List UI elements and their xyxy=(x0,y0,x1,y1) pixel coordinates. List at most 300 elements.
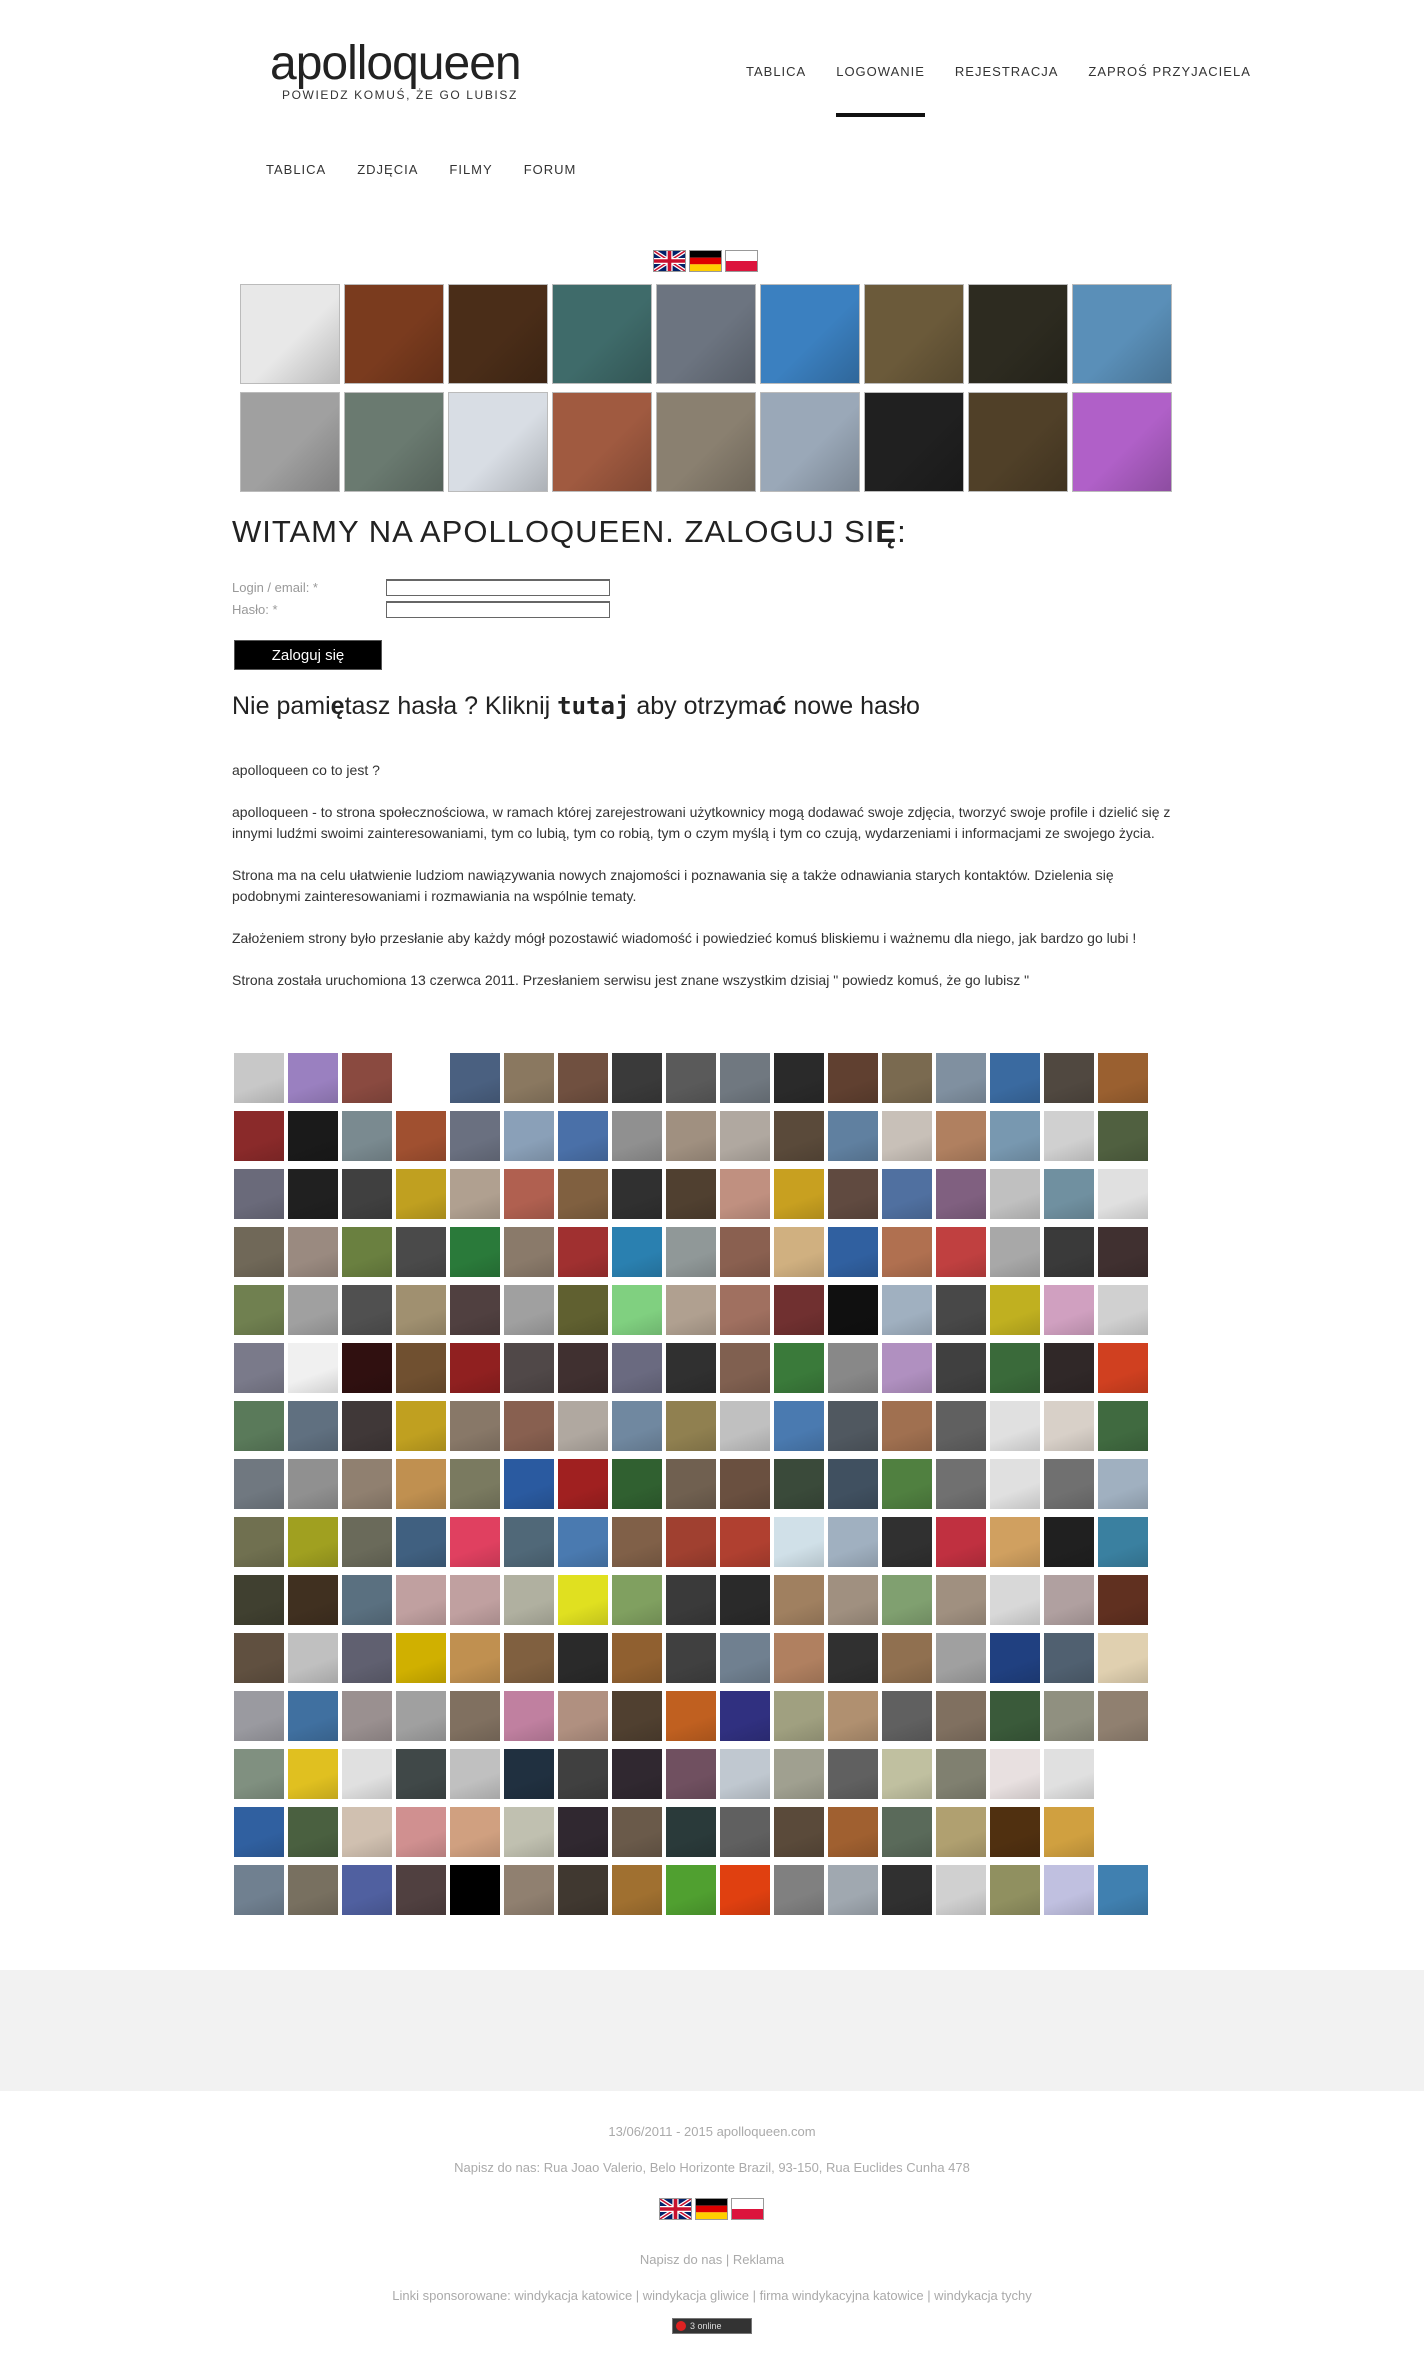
member-avatar[interactable] xyxy=(342,1633,392,1683)
member-avatar[interactable] xyxy=(612,1401,662,1451)
member-avatar[interactable] xyxy=(720,1169,770,1219)
member-avatar[interactable] xyxy=(720,1285,770,1335)
member-avatar[interactable] xyxy=(504,1053,554,1103)
member-avatar[interactable] xyxy=(1044,1285,1094,1335)
member-avatar[interactable] xyxy=(1098,1285,1148,1335)
member-avatar[interactable] xyxy=(612,1691,662,1741)
member-avatar[interactable] xyxy=(450,1053,500,1103)
member-avatar[interactable] xyxy=(936,1575,986,1625)
member-avatar[interactable] xyxy=(450,1169,500,1219)
about-paragraph-4: Strona została uruchomiona 13 czerwca 2011. Przesłaniem serwisu jest znane wszystkim dzisiaj " powiedz komuś, że go lubisz " xyxy=(232,972,1030,988)
member-avatar[interactable] xyxy=(450,1401,500,1451)
member-avatar[interactable] xyxy=(1044,1111,1094,1161)
member-avatar[interactable] xyxy=(504,1111,554,1161)
member-avatar[interactable] xyxy=(720,1227,770,1277)
featured-photo-thumbnail[interactable] xyxy=(968,392,1068,492)
member-avatar[interactable] xyxy=(666,1401,716,1451)
password-label: Hasło: * xyxy=(232,602,278,617)
member-avatar[interactable] xyxy=(882,1575,932,1625)
uk-flag-icon[interactable] xyxy=(659,2198,692,2220)
member-avatar[interactable] xyxy=(990,1633,1040,1683)
member-avatar[interactable] xyxy=(990,1517,1040,1567)
member-avatar[interactable] xyxy=(882,1865,932,1915)
featured-photo-thumbnail[interactable] xyxy=(760,392,860,492)
featured-photo-thumbnail[interactable] xyxy=(448,284,548,384)
member-avatar[interactable] xyxy=(990,1285,1040,1335)
member-avatar[interactable] xyxy=(396,1111,446,1161)
member-avatar[interactable] xyxy=(558,1227,608,1277)
member-avatar[interactable] xyxy=(936,1633,986,1683)
member-avatar[interactable] xyxy=(936,1053,986,1103)
member-avatar[interactable] xyxy=(558,1517,608,1567)
member-avatar[interactable] xyxy=(234,1111,284,1161)
member-avatar[interactable] xyxy=(288,1459,338,1509)
member-avatar[interactable] xyxy=(504,1227,554,1277)
member-avatar[interactable] xyxy=(666,1633,716,1683)
welcome-colon: : xyxy=(897,514,907,549)
member-avatar[interactable] xyxy=(396,1169,446,1219)
member-avatar[interactable] xyxy=(720,1343,770,1393)
member-avatar[interactable] xyxy=(342,1865,392,1915)
member-avatar[interactable] xyxy=(990,1169,1040,1219)
member-avatar[interactable] xyxy=(1044,1865,1094,1915)
member-avatar[interactable] xyxy=(288,1575,338,1625)
member-avatar[interactable] xyxy=(612,1865,662,1915)
online-counter-badge[interactable] xyxy=(672,2318,752,2334)
member-avatar[interactable] xyxy=(1044,1749,1094,1799)
member-avatar[interactable] xyxy=(990,1227,1040,1277)
member-avatar[interactable] xyxy=(342,1575,392,1625)
member-avatar[interactable] xyxy=(774,1285,824,1335)
member-avatar[interactable] xyxy=(828,1343,878,1393)
member-avatar[interactable] xyxy=(1098,1691,1148,1741)
member-avatar[interactable] xyxy=(1098,1459,1148,1509)
member-avatar[interactable] xyxy=(558,1691,608,1741)
member-avatar[interactable] xyxy=(504,1517,554,1567)
member-avatar-grid xyxy=(234,1053,1148,1915)
member-avatar[interactable] xyxy=(396,1517,446,1567)
member-avatar[interactable] xyxy=(288,1053,338,1103)
member-avatar[interactable] xyxy=(558,1807,608,1857)
member-avatar[interactable] xyxy=(342,1807,392,1857)
member-avatar[interactable] xyxy=(234,1343,284,1393)
member-avatar[interactable] xyxy=(612,1285,662,1335)
member-avatar[interactable] xyxy=(882,1459,932,1509)
featured-photo-thumbnail[interactable] xyxy=(344,392,444,492)
member-avatar[interactable] xyxy=(558,1111,608,1161)
member-avatar[interactable] xyxy=(1044,1169,1094,1219)
member-avatar[interactable] xyxy=(504,1401,554,1451)
member-avatar[interactable] xyxy=(774,1865,824,1915)
member-avatar[interactable] xyxy=(720,1691,770,1741)
member-avatar[interactable] xyxy=(666,1111,716,1161)
member-avatar[interactable] xyxy=(1044,1459,1094,1509)
member-avatar[interactable] xyxy=(342,1227,392,1277)
member-avatar[interactable] xyxy=(288,1111,338,1161)
featured-photo-thumbnail[interactable] xyxy=(240,392,340,492)
member-avatar[interactable] xyxy=(504,1459,554,1509)
member-avatar[interactable] xyxy=(774,1575,824,1625)
member-avatar[interactable] xyxy=(936,1691,986,1741)
member-avatar[interactable] xyxy=(1044,1575,1094,1625)
member-avatar[interactable] xyxy=(990,1749,1040,1799)
member-avatar[interactable] xyxy=(342,1459,392,1509)
member-avatar[interactable] xyxy=(288,1343,338,1393)
member-avatar[interactable] xyxy=(288,1749,338,1799)
about-paragraph-3: Założeniem strony było przesłanie aby każdy mógł pozostawić wiadomość i powiedzieć komuś bliskiemu i ważnemu dla niego, jak bardzo go lubi ! xyxy=(232,930,1137,946)
member-avatar[interactable] xyxy=(882,1633,932,1683)
member-avatar[interactable] xyxy=(1098,1111,1148,1161)
member-avatar[interactable] xyxy=(450,1459,500,1509)
member-avatar[interactable] xyxy=(342,1111,392,1161)
member-avatar[interactable] xyxy=(342,1691,392,1741)
member-avatar[interactable] xyxy=(450,1749,500,1799)
member-avatar[interactable] xyxy=(774,1227,824,1277)
member-avatar[interactable] xyxy=(612,1053,662,1103)
member-avatar[interactable] xyxy=(828,1111,878,1161)
member-avatar[interactable] xyxy=(288,1169,338,1219)
member-avatar[interactable] xyxy=(990,1575,1040,1625)
member-avatar[interactable] xyxy=(828,1517,878,1567)
member-avatar[interactable] xyxy=(936,1517,986,1567)
uk-flag-icon[interactable] xyxy=(653,250,686,272)
member-avatar[interactable] xyxy=(1098,1517,1148,1567)
member-avatar[interactable] xyxy=(666,1169,716,1219)
poland-flag-icon[interactable] xyxy=(725,250,758,272)
member-avatar[interactable] xyxy=(774,1111,824,1161)
member-avatar[interactable] xyxy=(612,1227,662,1277)
member-avatar[interactable] xyxy=(990,1401,1040,1451)
member-avatar[interactable] xyxy=(1044,1633,1094,1683)
member-avatar[interactable] xyxy=(828,1459,878,1509)
member-avatar[interactable] xyxy=(1044,1227,1094,1277)
featured-photo-thumbnail[interactable] xyxy=(968,284,1068,384)
member-avatar[interactable] xyxy=(774,1401,824,1451)
member-avatar[interactable] xyxy=(396,1575,446,1625)
member-avatar[interactable] xyxy=(558,1633,608,1683)
member-avatar[interactable] xyxy=(288,1633,338,1683)
member-avatar[interactable] xyxy=(774,1807,824,1857)
member-avatar[interactable] xyxy=(882,1111,932,1161)
member-avatar[interactable] xyxy=(396,1401,446,1451)
member-avatar[interactable] xyxy=(720,1865,770,1915)
member-avatar[interactable] xyxy=(1044,1807,1094,1857)
member-avatar[interactable] xyxy=(504,1285,554,1335)
member-avatar[interactable] xyxy=(450,1633,500,1683)
member-avatar[interactable] xyxy=(396,1691,446,1741)
member-avatar[interactable] xyxy=(234,1749,284,1799)
member-avatar[interactable] xyxy=(1044,1343,1094,1393)
member-avatar[interactable] xyxy=(234,1401,284,1451)
member-avatar[interactable] xyxy=(342,1749,392,1799)
poland-flag-icon[interactable] xyxy=(731,2198,764,2220)
member-avatar[interactable] xyxy=(882,1691,932,1741)
subnav-forum[interactable]: FORUM xyxy=(523,162,577,177)
member-avatar[interactable] xyxy=(396,1865,446,1915)
member-avatar[interactable] xyxy=(666,1749,716,1799)
member-avatar[interactable] xyxy=(450,1111,500,1161)
featured-photo-thumbnail[interactable] xyxy=(1072,392,1172,492)
member-avatar[interactable] xyxy=(234,1053,284,1103)
member-avatar[interactable] xyxy=(342,1285,392,1335)
member-avatar[interactable] xyxy=(342,1053,392,1103)
member-avatar[interactable] xyxy=(990,1807,1040,1857)
member-avatar[interactable] xyxy=(720,1575,770,1625)
member-avatar[interactable] xyxy=(288,1285,338,1335)
member-avatar[interactable] xyxy=(990,1111,1040,1161)
member-avatar[interactable] xyxy=(504,1343,554,1393)
member-avatar[interactable] xyxy=(288,1865,338,1915)
member-avatar[interactable] xyxy=(936,1807,986,1857)
member-avatar[interactable] xyxy=(450,1227,500,1277)
member-avatar[interactable] xyxy=(720,1401,770,1451)
member-avatar[interactable] xyxy=(450,1343,500,1393)
member-avatar[interactable] xyxy=(396,1807,446,1857)
member-avatar[interactable] xyxy=(828,1807,878,1857)
nav-rejestracja[interactable]: REJESTRACJA xyxy=(954,64,1059,79)
member-avatar[interactable] xyxy=(558,1865,608,1915)
member-avatar[interactable] xyxy=(666,1227,716,1277)
member-avatar[interactable] xyxy=(720,1749,770,1799)
featured-photo-thumbnail[interactable] xyxy=(760,284,860,384)
member-avatar[interactable] xyxy=(666,1865,716,1915)
member-avatar[interactable] xyxy=(396,1227,446,1277)
subnav-filmy[interactable]: FILMY xyxy=(449,162,493,177)
member-avatar[interactable] xyxy=(666,1575,716,1625)
member-avatar[interactable] xyxy=(558,1401,608,1451)
member-avatar[interactable] xyxy=(990,1865,1040,1915)
member-avatar[interactable] xyxy=(558,1459,608,1509)
member-avatar[interactable] xyxy=(234,1575,284,1625)
member-avatar[interactable] xyxy=(1098,1227,1148,1277)
member-avatar[interactable] xyxy=(936,1401,986,1451)
member-avatar[interactable] xyxy=(774,1169,824,1219)
forgot-c: ć xyxy=(772,692,787,720)
member-avatar[interactable] xyxy=(666,1459,716,1509)
member-avatar[interactable] xyxy=(882,1227,932,1277)
featured-photo-thumbnail[interactable] xyxy=(240,284,340,384)
member-avatar[interactable] xyxy=(1044,1401,1094,1451)
member-avatar[interactable] xyxy=(504,1807,554,1857)
member-avatar[interactable] xyxy=(450,1517,500,1567)
member-avatar[interactable] xyxy=(774,1517,824,1567)
member-avatar[interactable] xyxy=(558,1169,608,1219)
member-avatar[interactable] xyxy=(234,1865,284,1915)
member-avatar[interactable] xyxy=(882,1517,932,1567)
subnav-tablica[interactable]: TABLICA xyxy=(266,162,327,177)
member-avatar[interactable] xyxy=(666,1691,716,1741)
member-avatar[interactable] xyxy=(990,1343,1040,1393)
member-avatar[interactable] xyxy=(288,1227,338,1277)
member-avatar[interactable] xyxy=(1098,1633,1148,1683)
member-avatar[interactable] xyxy=(612,1111,662,1161)
member-avatar[interactable] xyxy=(936,1343,986,1393)
password-input[interactable] xyxy=(386,601,610,618)
member-avatar[interactable] xyxy=(450,1285,500,1335)
member-avatar[interactable] xyxy=(828,1575,878,1625)
member-avatar[interactable] xyxy=(612,1633,662,1683)
member-avatar[interactable] xyxy=(396,1343,446,1393)
member-avatar[interactable] xyxy=(774,1343,824,1393)
featured-photo-thumbnail[interactable] xyxy=(656,392,756,492)
member-avatar[interactable] xyxy=(936,1285,986,1335)
footer-language-flags xyxy=(659,2198,764,2220)
member-avatar[interactable] xyxy=(504,1633,554,1683)
member-avatar[interactable] xyxy=(234,1633,284,1683)
member-avatar[interactable] xyxy=(774,1691,824,1741)
member-avatar[interactable] xyxy=(504,1575,554,1625)
member-avatar[interactable] xyxy=(774,1053,824,1103)
member-avatar[interactable] xyxy=(828,1285,878,1335)
member-avatar[interactable] xyxy=(828,1633,878,1683)
member-avatar[interactable] xyxy=(936,1865,986,1915)
member-avatar[interactable] xyxy=(720,1459,770,1509)
member-avatar[interactable] xyxy=(774,1633,824,1683)
member-avatar[interactable] xyxy=(234,1807,284,1857)
member-avatar[interactable] xyxy=(342,1343,392,1393)
member-avatar[interactable] xyxy=(828,1169,878,1219)
member-avatar[interactable] xyxy=(1098,1865,1148,1915)
member-avatar[interactable] xyxy=(882,1343,932,1393)
member-avatar[interactable] xyxy=(558,1749,608,1799)
nav-tablica[interactable]: TABLICA xyxy=(746,64,807,79)
featured-photo-thumbnail[interactable] xyxy=(656,284,756,384)
member-avatar[interactable] xyxy=(774,1459,824,1509)
member-avatar[interactable] xyxy=(234,1227,284,1277)
member-avatar[interactable] xyxy=(882,1285,932,1335)
featured-photo-thumbnail[interactable] xyxy=(864,284,964,384)
member-avatar[interactable] xyxy=(666,1807,716,1857)
member-avatar[interactable] xyxy=(288,1691,338,1741)
member-avatar[interactable] xyxy=(558,1343,608,1393)
member-avatar[interactable] xyxy=(342,1401,392,1451)
member-avatar[interactable] xyxy=(288,1517,338,1567)
member-avatar[interactable] xyxy=(234,1517,284,1567)
member-avatar[interactable] xyxy=(450,1575,500,1625)
member-avatar[interactable] xyxy=(1098,1169,1148,1219)
member-avatar[interactable] xyxy=(234,1169,284,1219)
member-avatar[interactable] xyxy=(990,1459,1040,1509)
member-avatar[interactable] xyxy=(720,1807,770,1857)
nav-logowanie[interactable]: LOGOWANIE xyxy=(836,64,925,117)
featured-photo-thumbnail[interactable] xyxy=(864,392,964,492)
member-avatar[interactable] xyxy=(1098,1575,1148,1625)
member-avatar[interactable] xyxy=(828,1865,878,1915)
member-avatar[interactable] xyxy=(558,1575,608,1625)
member-avatar[interactable] xyxy=(1044,1691,1094,1741)
member-avatar[interactable] xyxy=(666,1343,716,1393)
member-avatar[interactable] xyxy=(558,1053,608,1103)
member-avatar[interactable] xyxy=(882,1807,932,1857)
member-avatar[interactable] xyxy=(882,1053,932,1103)
nav-zapros-przyjaciela[interactable]: ZAPROŚ PRZYJACIELA xyxy=(1088,64,1251,79)
featured-photo-thumbnail[interactable] xyxy=(344,284,444,384)
member-avatar[interactable] xyxy=(990,1053,1040,1103)
member-avatar[interactable] xyxy=(828,1401,878,1451)
member-avatar[interactable] xyxy=(1098,1343,1148,1393)
member-avatar[interactable] xyxy=(234,1285,284,1335)
member-avatar[interactable] xyxy=(828,1227,878,1277)
member-avatar[interactable] xyxy=(450,1807,500,1857)
member-avatar[interactable] xyxy=(612,1749,662,1799)
login-button[interactable]: Zaloguj się xyxy=(234,640,382,670)
member-avatar[interactable] xyxy=(396,1633,446,1683)
member-avatar[interactable] xyxy=(720,1517,770,1567)
member-avatar[interactable] xyxy=(234,1691,284,1741)
member-avatar[interactable] xyxy=(396,1285,446,1335)
member-avatar[interactable] xyxy=(504,1169,554,1219)
subnav-zdjecia[interactable]: ZDJĘCIA xyxy=(357,162,419,177)
member-avatar[interactable] xyxy=(396,1749,446,1799)
member-avatar[interactable] xyxy=(882,1169,932,1219)
member-avatar[interactable] xyxy=(1098,1053,1148,1103)
germany-flag-icon[interactable] xyxy=(689,250,722,272)
germany-flag-icon[interactable] xyxy=(695,2198,728,2220)
member-avatar[interactable] xyxy=(936,1111,986,1161)
member-avatar[interactable] xyxy=(720,1053,770,1103)
member-avatar[interactable] xyxy=(936,1169,986,1219)
featured-photo-thumbnail[interactable] xyxy=(552,284,652,384)
login-input[interactable] xyxy=(386,579,610,596)
member-avatar[interactable] xyxy=(612,1169,662,1219)
member-avatar[interactable] xyxy=(720,1111,770,1161)
member-avatar[interactable] xyxy=(666,1285,716,1335)
member-avatar[interactable] xyxy=(936,1227,986,1277)
member-avatar[interactable] xyxy=(666,1053,716,1103)
member-avatar[interactable] xyxy=(504,1865,554,1915)
footer-contact-links[interactable]: Napisz do nas | Reklama xyxy=(639,2252,785,2267)
member-avatar[interactable] xyxy=(774,1749,824,1799)
member-avatar[interactable] xyxy=(828,1749,878,1799)
member-avatar[interactable] xyxy=(288,1401,338,1451)
member-avatar[interactable] xyxy=(828,1691,878,1741)
member-avatar[interactable] xyxy=(504,1691,554,1741)
member-avatar[interactable] xyxy=(612,1807,662,1857)
member-avatar[interactable] xyxy=(558,1285,608,1335)
site-logo[interactable] xyxy=(270,36,521,102)
member-avatar[interactable] xyxy=(882,1401,932,1451)
forgot-password-link[interactable]: tutaj xyxy=(557,692,630,720)
member-avatar[interactable] xyxy=(612,1517,662,1567)
member-avatar[interactable] xyxy=(396,1459,446,1509)
member-avatar[interactable] xyxy=(288,1807,338,1857)
footer-sponsored-links[interactable]: Linki sponsorowane: windykacja katowice | windykacja gliwice | firma windykacyjna katowice | windykacja tychy xyxy=(392,2288,1032,2303)
member-avatar[interactable] xyxy=(234,1459,284,1509)
member-avatar[interactable] xyxy=(612,1575,662,1625)
logo-tagline: POWIEDZ KOMUŚ, ŻE GO LUBISZ xyxy=(282,88,518,102)
member-avatar[interactable] xyxy=(342,1169,392,1219)
featured-photo-thumbnail[interactable] xyxy=(1072,284,1172,384)
featured-photo-thumbnail[interactable] xyxy=(552,392,652,492)
member-avatar[interactable] xyxy=(450,1691,500,1741)
member-avatar[interactable] xyxy=(882,1749,932,1799)
member-avatar[interactable] xyxy=(990,1691,1040,1741)
member-avatar[interactable] xyxy=(342,1517,392,1567)
member-avatar[interactable] xyxy=(450,1865,500,1915)
member-avatar[interactable] xyxy=(1044,1053,1094,1103)
member-avatar[interactable] xyxy=(1098,1401,1148,1451)
member-avatar[interactable] xyxy=(828,1053,878,1103)
member-avatar[interactable] xyxy=(936,1749,986,1799)
member-avatar[interactable] xyxy=(936,1459,986,1509)
member-avatar[interactable] xyxy=(1044,1517,1094,1567)
member-avatar[interactable] xyxy=(666,1517,716,1567)
member-avatar[interactable] xyxy=(612,1459,662,1509)
featured-photo-thumbnail[interactable] xyxy=(448,392,548,492)
member-avatar[interactable] xyxy=(504,1749,554,1799)
member-avatar[interactable] xyxy=(720,1633,770,1683)
member-avatar[interactable] xyxy=(612,1343,662,1393)
